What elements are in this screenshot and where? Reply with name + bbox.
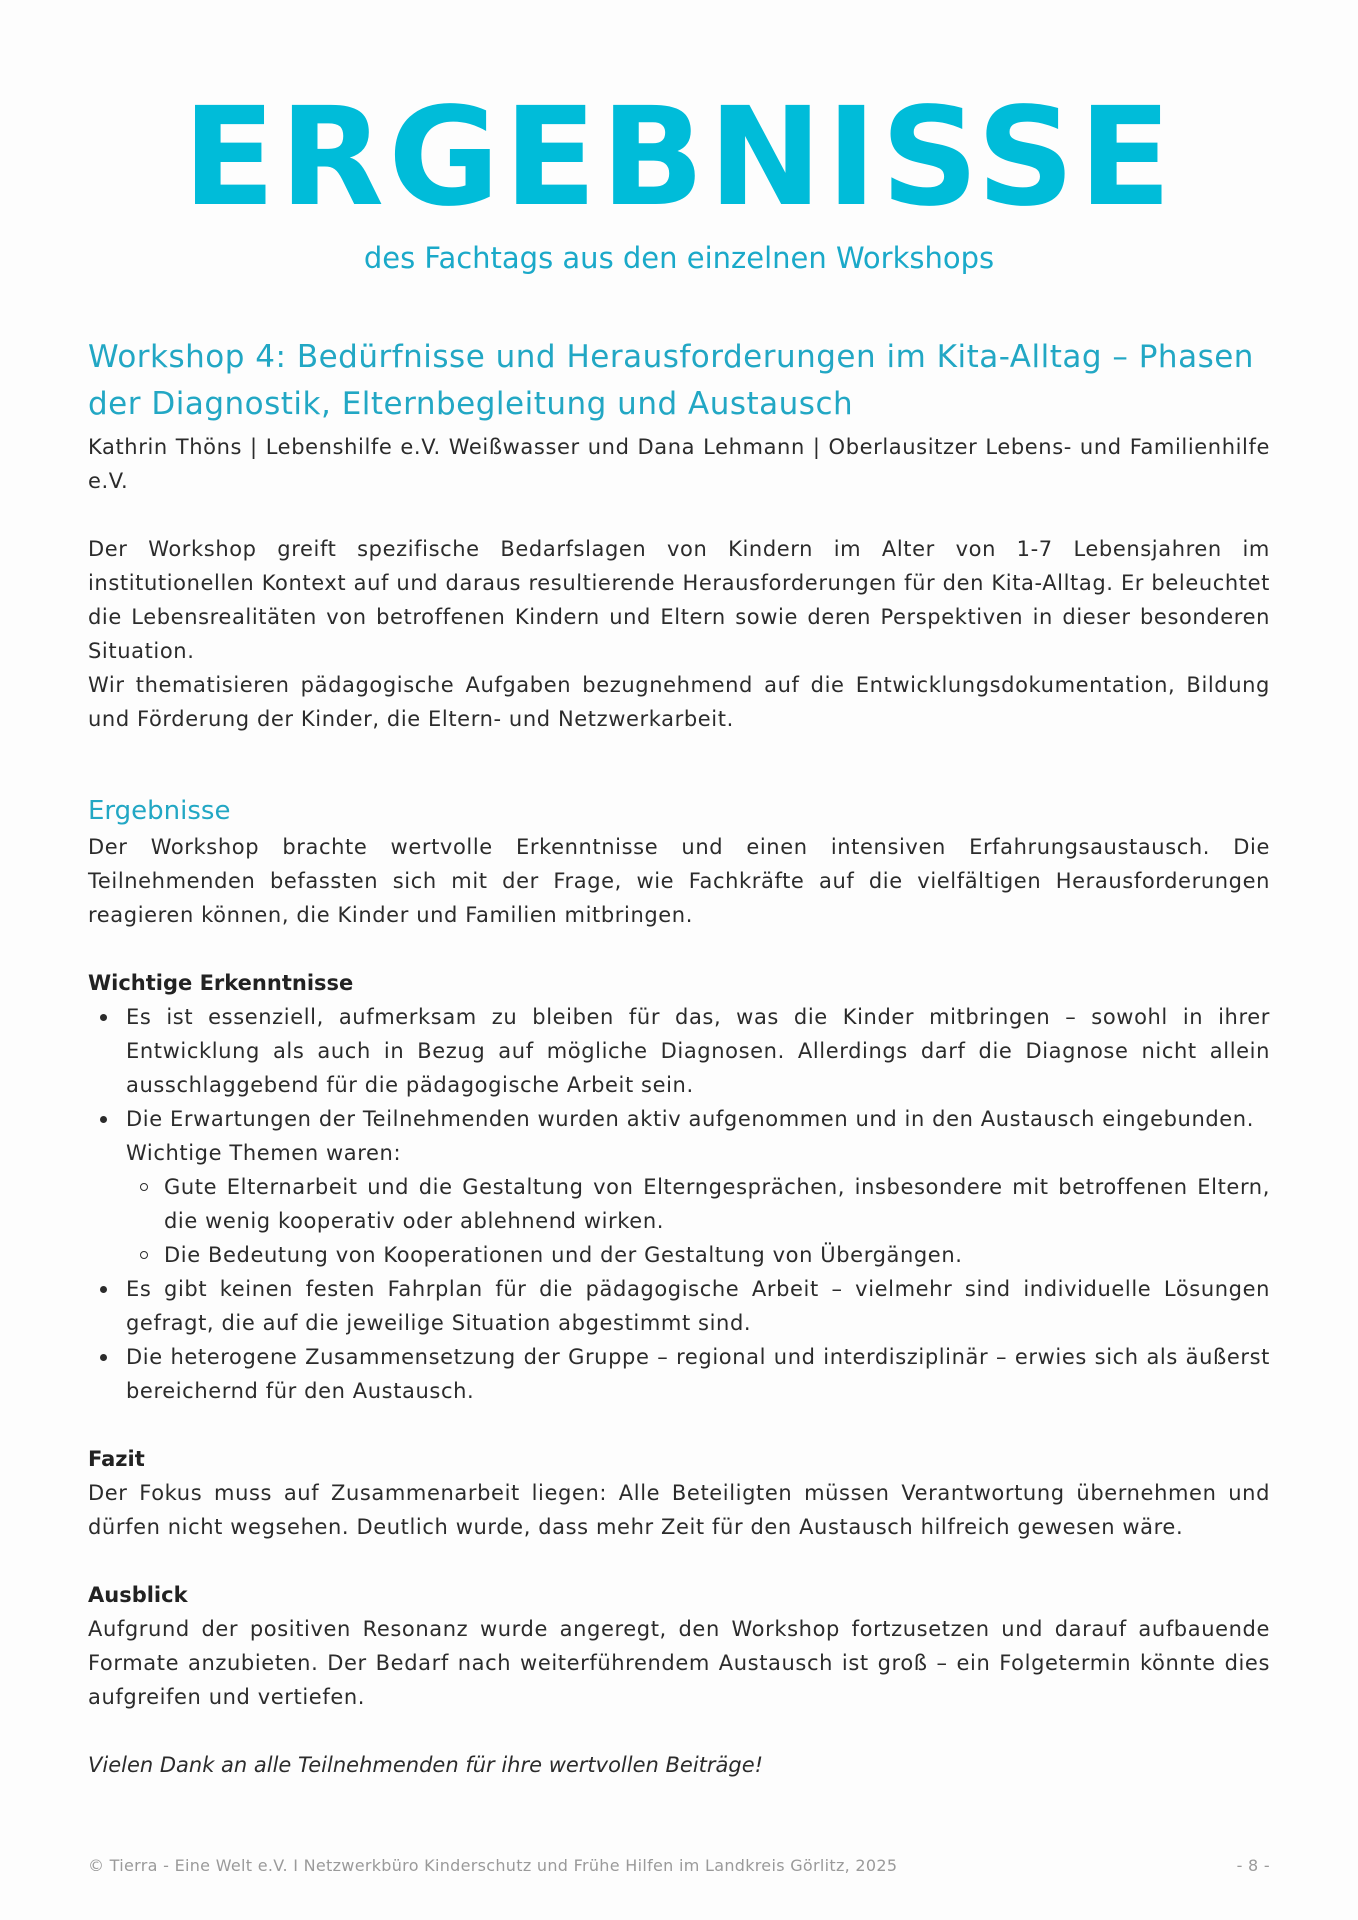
erkenntnisse-heading: Wichtige Erkenntnisse	[88, 971, 354, 995]
ausblick-text: Aufgrund der positiven Resonanz wurde angeregt, den Workshop fortzusetzen und darauf aufbauende Formate anzubieten. Der Bedarf nach weiterführendem Austausch ist groß – ein Folgetermin könnte dies aufgreifen und vertiefen.	[88, 1617, 1270, 1709]
workshop-heading: Workshop 4: Bedürfnisse und Herausforderungen im Kita-Alltag – Phasen der Diagnostik, Elternbegleitung und Austausch	[88, 339, 1254, 422]
fazit-text: Der Fokus muss auf Zusammenarbeit liegen: Alle Beteiligten müssen Verantwortung übernehmen und dürfen nicht wegsehen. Deutlich wurde, dass mehr Zeit für den Austausch hilfreich gewesen wäre.	[88, 1481, 1270, 1539]
page-subtitle: des Fachtags aus den einzelnen Workshops	[363, 241, 995, 275]
ergebnisse-heading: Ergebnisse	[88, 796, 231, 826]
page-number: - 8 -	[1236, 1856, 1270, 1875]
fazit-heading: Fazit	[88, 1447, 145, 1471]
page-title: ERGEBNISSE	[182, 79, 1176, 237]
workshop-intro-1: Der Workshop greift spezifische Bedarfslagen von Kindern im Alter von 1-7 Lebensjahren im institutionellen Kontext auf und daraus resultierende Herausforderungen für den Kita-Alltag. Er beleuchtet die Lebensrealitäten von betroffenen Kindern und Eltern sowie deren Perspektiven in dieser besonderen Situation.	[88, 537, 1270, 663]
list-item: Es ist essenziell, aufmerksam zu bleiben für das, was die Kinder mitbringen – sowohl in ihrer Entwicklung als auch in Bezug auf mögliche Diagnosen. Allerdings darf die Diagnose nicht allein ausschlaggebend für die pädagogische Arbeit sein.	[126, 1000, 1270, 1102]
list-item-text: Die Erwartungen der Teilnehmenden wurden aktiv aufgenommen und in den Austausch eingebunden. Wichtige Themen waren:	[126, 1107, 1254, 1165]
thanks-note: Vielen Dank an alle Teilnehmenden für ihre wertvollen Beiträge!	[88, 1753, 764, 1777]
workshop-authors: Kathrin Thöns | Lebenshilfe e.V. Weißwasser und Dana Lehmann | Oberlausitzer Lebens- und Familienhilfe e.V.	[88, 435, 1270, 493]
footer	[88, 1856, 1270, 1875]
list-item: Es gibt keinen festen Fahrplan für die pädagogische Arbeit – vielmehr sind individuelle Lösungen gefragt, die auf die jeweilige Situation abgestimmt sind.	[126, 1272, 1270, 1340]
erkenntnisse-list	[88, 1000, 1270, 1408]
list-item	[126, 1102, 1270, 1272]
content	[88, 334, 1270, 1782]
list-item: Die heterogene Zusammensetzung der Gruppe – regional und interdisziplinär – erwies sich als äußerst bereichernd für den Austausch.	[126, 1340, 1270, 1408]
ergebnisse-text: Der Workshop brachte wertvolle Erkenntnisse und einen intensiven Erfahrungsaustausch. Die Teilnehmenden befassten sich mit der Frage, wie Fachkräfte auf die vielfältigen Herausforderungen reagieren können, die Kinder und Familien mitbringen.	[88, 835, 1270, 927]
sub-list-item: Die Bedeutung von Kooperationen und der Gestaltung von Übergängen.	[164, 1238, 1270, 1272]
workshop-intro-2: Wir thematisieren pädagogische Aufgaben bezugnehmend auf die Entwicklungsdokumentation, Bildung und Förderung der Kinder, die Eltern- und Netzwerkarbeit.	[88, 673, 1270, 731]
sub-list-item: Gute Elternarbeit und die Gestaltung von Elterngesprächen, insbesondere mit betroffenen Eltern, die wenig kooperativ oder ablehnend wirken.	[164, 1170, 1270, 1238]
ausblick-heading: Ausblick	[88, 1583, 188, 1607]
footer-copyright: © Tierra - Eine Welt e.V. I Netzwerkbüro Kinderschutz und Frühe Hilfen im Landkreis Görlitz, 2025	[88, 1856, 898, 1875]
sub-list	[126, 1170, 1270, 1272]
